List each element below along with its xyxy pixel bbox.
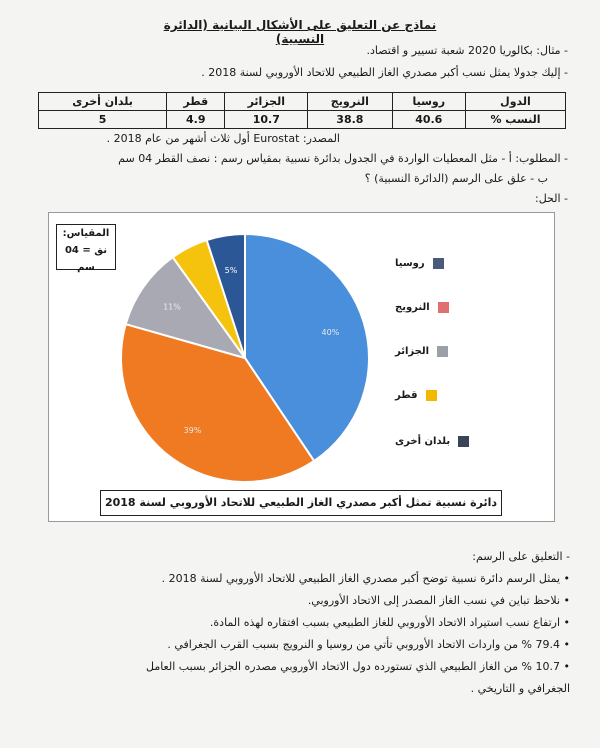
legend-swatch <box>438 302 449 313</box>
task-line-1: - المطلوب: أ - مثل المعطيات الواردة في الجدول بدائرة نسبية بمقياس رسم : نصف القطر 04 سم <box>118 152 568 165</box>
table-cell: 10.7 <box>225 111 308 129</box>
table-cell: 40.6 <box>392 111 465 129</box>
table-cell: قطر <box>167 93 225 111</box>
scale-box <box>56 224 116 273</box>
legend-label: قطر <box>395 390 418 401</box>
legend-label: الجزائر <box>395 346 430 357</box>
comment-line: • يمثل الرسم دائرة نسبية توضح أكبر مصدري الغاز الطبيعي للاتحاد الأوروبي لسنة 2018 . <box>161 572 570 585</box>
intro-line: - إليك جدولا يمثل نسب أكبر مصدري الغاز الطبيعي للاتحاد الأوروبي لسنة 2018 . <box>201 66 568 79</box>
scale-value: نق = 04 سم <box>64 245 108 273</box>
legend-label: روسيا <box>395 258 425 269</box>
page-title: نماذج عن التعليق على الأشكال البيانية (الدائرة النسبية) <box>163 18 437 46</box>
legend-item <box>395 346 448 357</box>
pie-slice-label: 5% <box>224 265 238 275</box>
comment-heading: - التعليق على الرسم: <box>472 550 570 563</box>
table-cell: 5 <box>39 111 167 129</box>
table-row <box>39 111 566 129</box>
legend-swatch <box>458 436 469 447</box>
pie-slice-label: 39% <box>183 426 202 436</box>
pie-chart <box>110 230 380 490</box>
comment-line: • 79.4 % من واردات الاتحاد الأوروبي تأتي من روسيا و النرويج بسبب القرب الجغرافي . <box>167 638 570 651</box>
pie-slice-label: 11% <box>163 302 181 312</box>
legend-label: النرويج <box>395 302 430 313</box>
table-cell: النرويج <box>308 93 392 111</box>
table-cell: 38.8 <box>308 111 392 129</box>
example-line: - مثال: بكالوريا 2020 شعبة تسيير و اقتصاد. <box>366 44 568 57</box>
legend-swatch <box>426 390 437 401</box>
table-cell: روسيا <box>392 93 465 111</box>
legend-item <box>395 390 437 401</box>
source-line: المصدر: Eurostat أول ثلاث أشهر من عام 2018 . <box>106 132 340 145</box>
comment-line: • ارتفاع نسب استيراد الاتحاد الأوروبي للغاز الطبيعي بسبب افتقاره لهذه المادة. <box>209 616 570 629</box>
comment-line: الجغرافي و التاريخي . <box>470 682 570 695</box>
pie-slice-label: 40% <box>321 328 340 338</box>
comment-line: • 10.7 % من الغاز الطبيعي الذي تستورده دول الاتحاد الأوروبي مصدره الجزائر بسبب العامل <box>145 660 570 673</box>
table-row <box>39 93 566 111</box>
chart-title: دائرة نسبية تمثل أكبر مصدري الغاز الطبيعي للاتحاد الأوروبي لسنة 2018 <box>100 490 502 516</box>
task-line-2: ب - علق على الرسم (الدائرة النسبية) ؟ <box>364 172 548 185</box>
legend-item <box>395 302 449 313</box>
table-cell: 4.9 <box>167 111 225 129</box>
solution-label: - الحل: <box>534 192 568 205</box>
legend-item <box>395 436 469 447</box>
table-header-label: الدول <box>466 93 566 111</box>
table-cell: الجزائر <box>225 93 308 111</box>
scale-label: المقياس: <box>62 228 110 239</box>
data-table <box>38 92 566 129</box>
legend-item <box>395 258 444 269</box>
legend-label: بلدان أخرى <box>395 436 451 447</box>
comment-line: • نلاحظ تباين في نسب الغاز المصدر إلى الاتحاد الأوروبي. <box>307 594 570 607</box>
table-value-label: النسب % <box>466 111 566 129</box>
legend-swatch <box>433 258 444 269</box>
legend-swatch <box>437 346 448 357</box>
table-cell: بلدان أخرى <box>39 93 167 111</box>
